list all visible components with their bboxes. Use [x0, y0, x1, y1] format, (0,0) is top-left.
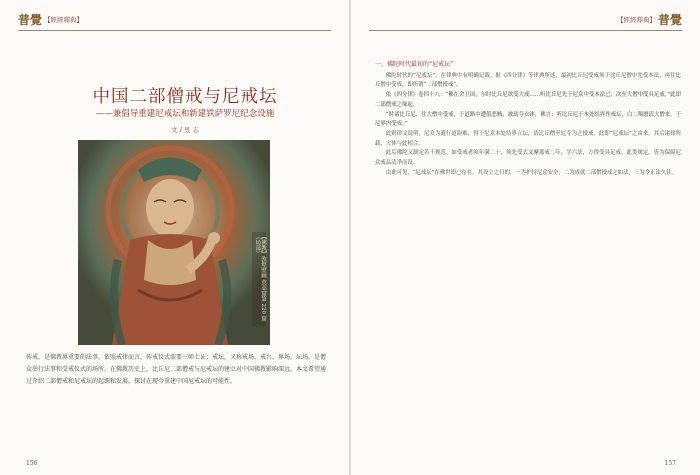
page-number-left: 156 — [26, 460, 38, 467]
magazine-logo: 普覺 — [18, 12, 43, 27]
paragraph: 佛陀时代的“尼戒坛”，在律典中有明确记载。据《四分律》等律典所述，最初比丘尼受戒须于比丘尼僧中先受本法，再往比丘僧中受戒，即所谓“二部僧授戒”。 — [375, 72, 681, 89]
bodhisattva-mural-illustration — [78, 140, 270, 345]
header-rule — [18, 30, 331, 31]
image-caption: 【佛教】敦煌壁画 莫高窟第 220 窟（局部） — [252, 232, 266, 326]
header-rule-right — [369, 30, 682, 31]
left-page — [0, 0, 349, 475]
right-body-text — [375, 60, 681, 178]
paragraph: 此则律文说明，尼众为避行道险难，得于尼众本处结界立坛，请比丘僧至尼寺为之授戒，此即“尼戒坛”之由来。其后诸律所载，大体与此相合。 — [375, 130, 681, 147]
paragraph: 由此可见，“尼戒坛”在佛世即已存在。其设立之目的，一为护持尼众安全，二为成就二部僧授戒之如法，三为令正法久住。 — [385, 169, 678, 176]
section-heading: 一、佛陀时代最初的“尼戒坛” — [375, 61, 454, 68]
running-header-right — [615, 10, 682, 28]
mural-image — [78, 140, 270, 345]
paragraph: “时诸比丘尼，往大僧中受戒，于道路中遭值恶贼，被劫夺衣钵，佛言：听比丘尼于本处结界作戒坛，白二羯磨请大僧来，于尼界内受戒。” — [375, 111, 681, 128]
article-author: 文 / 昱 志 — [171, 126, 199, 134]
left-body-text: 传戒，是佛教界重要的法事。依照戒律而言，传戒仪式需要三师七证；戒坛，又称戒场、戒台、界场。坛场，是僧众举行法事和受戒仪式的场所。在佛教历史上，比丘尼二部僧戒与尼戒坛的建立对中国佛教影响深远。本文希望通过介绍二部僧戒和尼戒坛的起源和发展，探讨在现今重建中国尼戒坛的可能性。 — [26, 354, 327, 385]
paragraph: 依《四分律》卷四十八：“佛在舍卫国，尔时比丘尼欲受大戒……听比丘尼先于尼众中受本法已，次至大僧中受具足戒。”此即二部僧戒之缘起。 — [375, 92, 681, 108]
magazine-logo-right: 普覺 — [657, 12, 682, 27]
paragraph: 此后佛陀又制定若干规范，如受戒者须年满二十，须先受式叉摩那戒二年，学六法，方得受具足戒。此类规定，皆为保障尼众戒品清净而设。 — [375, 150, 681, 167]
right-page — [351, 0, 700, 475]
page-number-right: 157 — [664, 460, 676, 467]
article-title: 中国二部僧戒与尼戒坛 — [92, 87, 278, 107]
running-header-left — [18, 10, 85, 28]
column-tag-right: 【經經釋典】 — [616, 15, 656, 24]
article-subtitle: ——兼倡导重建尼戒坛和新建铁萨罗尼纪念设施 — [95, 109, 275, 119]
column-tag: 【經經釋典】 — [44, 15, 84, 24]
